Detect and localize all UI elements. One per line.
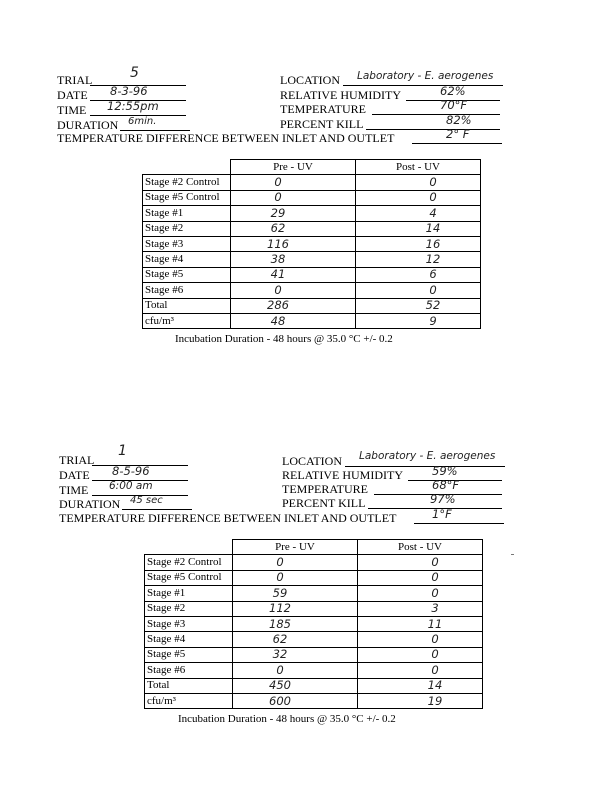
location-value: Laboratory - E. aerogenes <box>357 70 494 82</box>
incubation-note-1: Incubation Duration - 48 hours @ 35.0 °C +/- 0.2 <box>175 333 393 345</box>
time-value: 12:55pm <box>107 99 159 113</box>
temp-diff-value: 2° F <box>446 127 470 141</box>
table-row: Stage #5 Control 0 0 <box>145 570 483 585</box>
table-row: Stage #5 41 6 <box>143 267 481 282</box>
time-label: TIME <box>57 103 87 117</box>
table-row: Stage #4 38 12 <box>143 252 481 267</box>
table-row: Stage #6 0 0 <box>143 283 481 298</box>
trial-block-2 <box>0 380 594 785</box>
table-row: Stage #5 32 0 <box>145 647 483 662</box>
percent-kill-value: 97% <box>430 492 456 506</box>
humidity-value: 62% <box>440 84 466 98</box>
time-label: TIME <box>59 483 89 497</box>
humidity-value: 59% <box>432 464 458 478</box>
table-row: Stage #6 0 0 <box>145 663 483 678</box>
date-value: 8-3-96 <box>110 84 148 98</box>
percent-kill-label: PERCENT KILL <box>280 117 364 131</box>
table-row: cfu/m³ 48 9 <box>143 313 481 328</box>
table-row: Stage #3 185 11 <box>145 616 483 631</box>
temp-diff-value: 1°F <box>432 507 452 521</box>
post-uv-header: Post - UV <box>356 160 481 175</box>
table-row: Stage #1 59 0 <box>145 586 483 601</box>
pre-uv-header: Pre - UV <box>233 540 358 555</box>
table-row: Stage #2 Control 0 0 <box>145 555 483 570</box>
date-value: 8-5-96 <box>112 464 150 478</box>
time-value: 6:00 am <box>109 480 153 492</box>
temperature-label: TEMPERATURE <box>280 102 367 116</box>
location-value: Laboratory - E. aerogenes <box>359 450 496 462</box>
table-row: Stage #3 116 16 <box>143 236 481 251</box>
temp-diff-label: TEMPERATURE DIFFERENCE BETWEEN INLET AND OUTLET <box>59 511 397 525</box>
duration-label: DURATION <box>57 118 119 132</box>
trial-number: 1 <box>118 443 127 459</box>
duration-value: 45 sec <box>130 495 163 506</box>
trial-label: TRIAL <box>59 453 95 467</box>
table-row: Total 450 14 <box>145 678 483 693</box>
duration-label: DURATION <box>59 497 121 511</box>
pre-uv-header: Pre - UV <box>231 160 356 175</box>
trial-number: 5 <box>130 65 139 81</box>
table-row: cfu/m³ 600 19 <box>145 693 483 708</box>
post-uv-header: Post - UV <box>358 540 483 555</box>
percent-kill-label: PERCENT KILL <box>282 496 366 510</box>
date-label: DATE <box>57 88 88 102</box>
table-row: Stage #2 Control 0 0 <box>143 175 481 190</box>
results-table-2 <box>144 539 483 709</box>
duration-value: 6min. <box>128 116 157 127</box>
table-row: Total 286 52 <box>143 298 481 313</box>
table-row: Stage #5 Control 0 0 <box>143 190 481 205</box>
table-row: Stage #1 29 4 <box>143 206 481 221</box>
percent-kill-value: 82% <box>446 113 472 127</box>
date-label: DATE <box>59 468 90 482</box>
trial-label: TRIAL <box>57 73 93 87</box>
temperature-value: 70°F <box>440 98 467 112</box>
temperature-label: TEMPERATURE <box>282 482 369 496</box>
table-row: Stage #2 112 3 <box>145 601 483 616</box>
results-table-1 <box>142 159 481 329</box>
humidity-label: RELATIVE HUMIDITY <box>280 88 401 102</box>
location-label: LOCATION <box>282 454 342 468</box>
humidity-label: RELATIVE HUMIDITY <box>282 468 403 482</box>
table-row: Stage #4 62 0 <box>145 632 483 647</box>
incubation-note-2: Incubation Duration - 48 hours @ 35.0 °C +/- 0.2 <box>178 713 396 725</box>
temp-diff-label: TEMPERATURE DIFFERENCE BETWEEN INLET AND OUTLET <box>57 131 395 145</box>
table-row: Stage #2 62 14 <box>143 221 481 236</box>
temperature-value: 68°F <box>432 478 459 492</box>
location-label: LOCATION <box>280 73 340 87</box>
scan-speck <box>511 554 514 555</box>
